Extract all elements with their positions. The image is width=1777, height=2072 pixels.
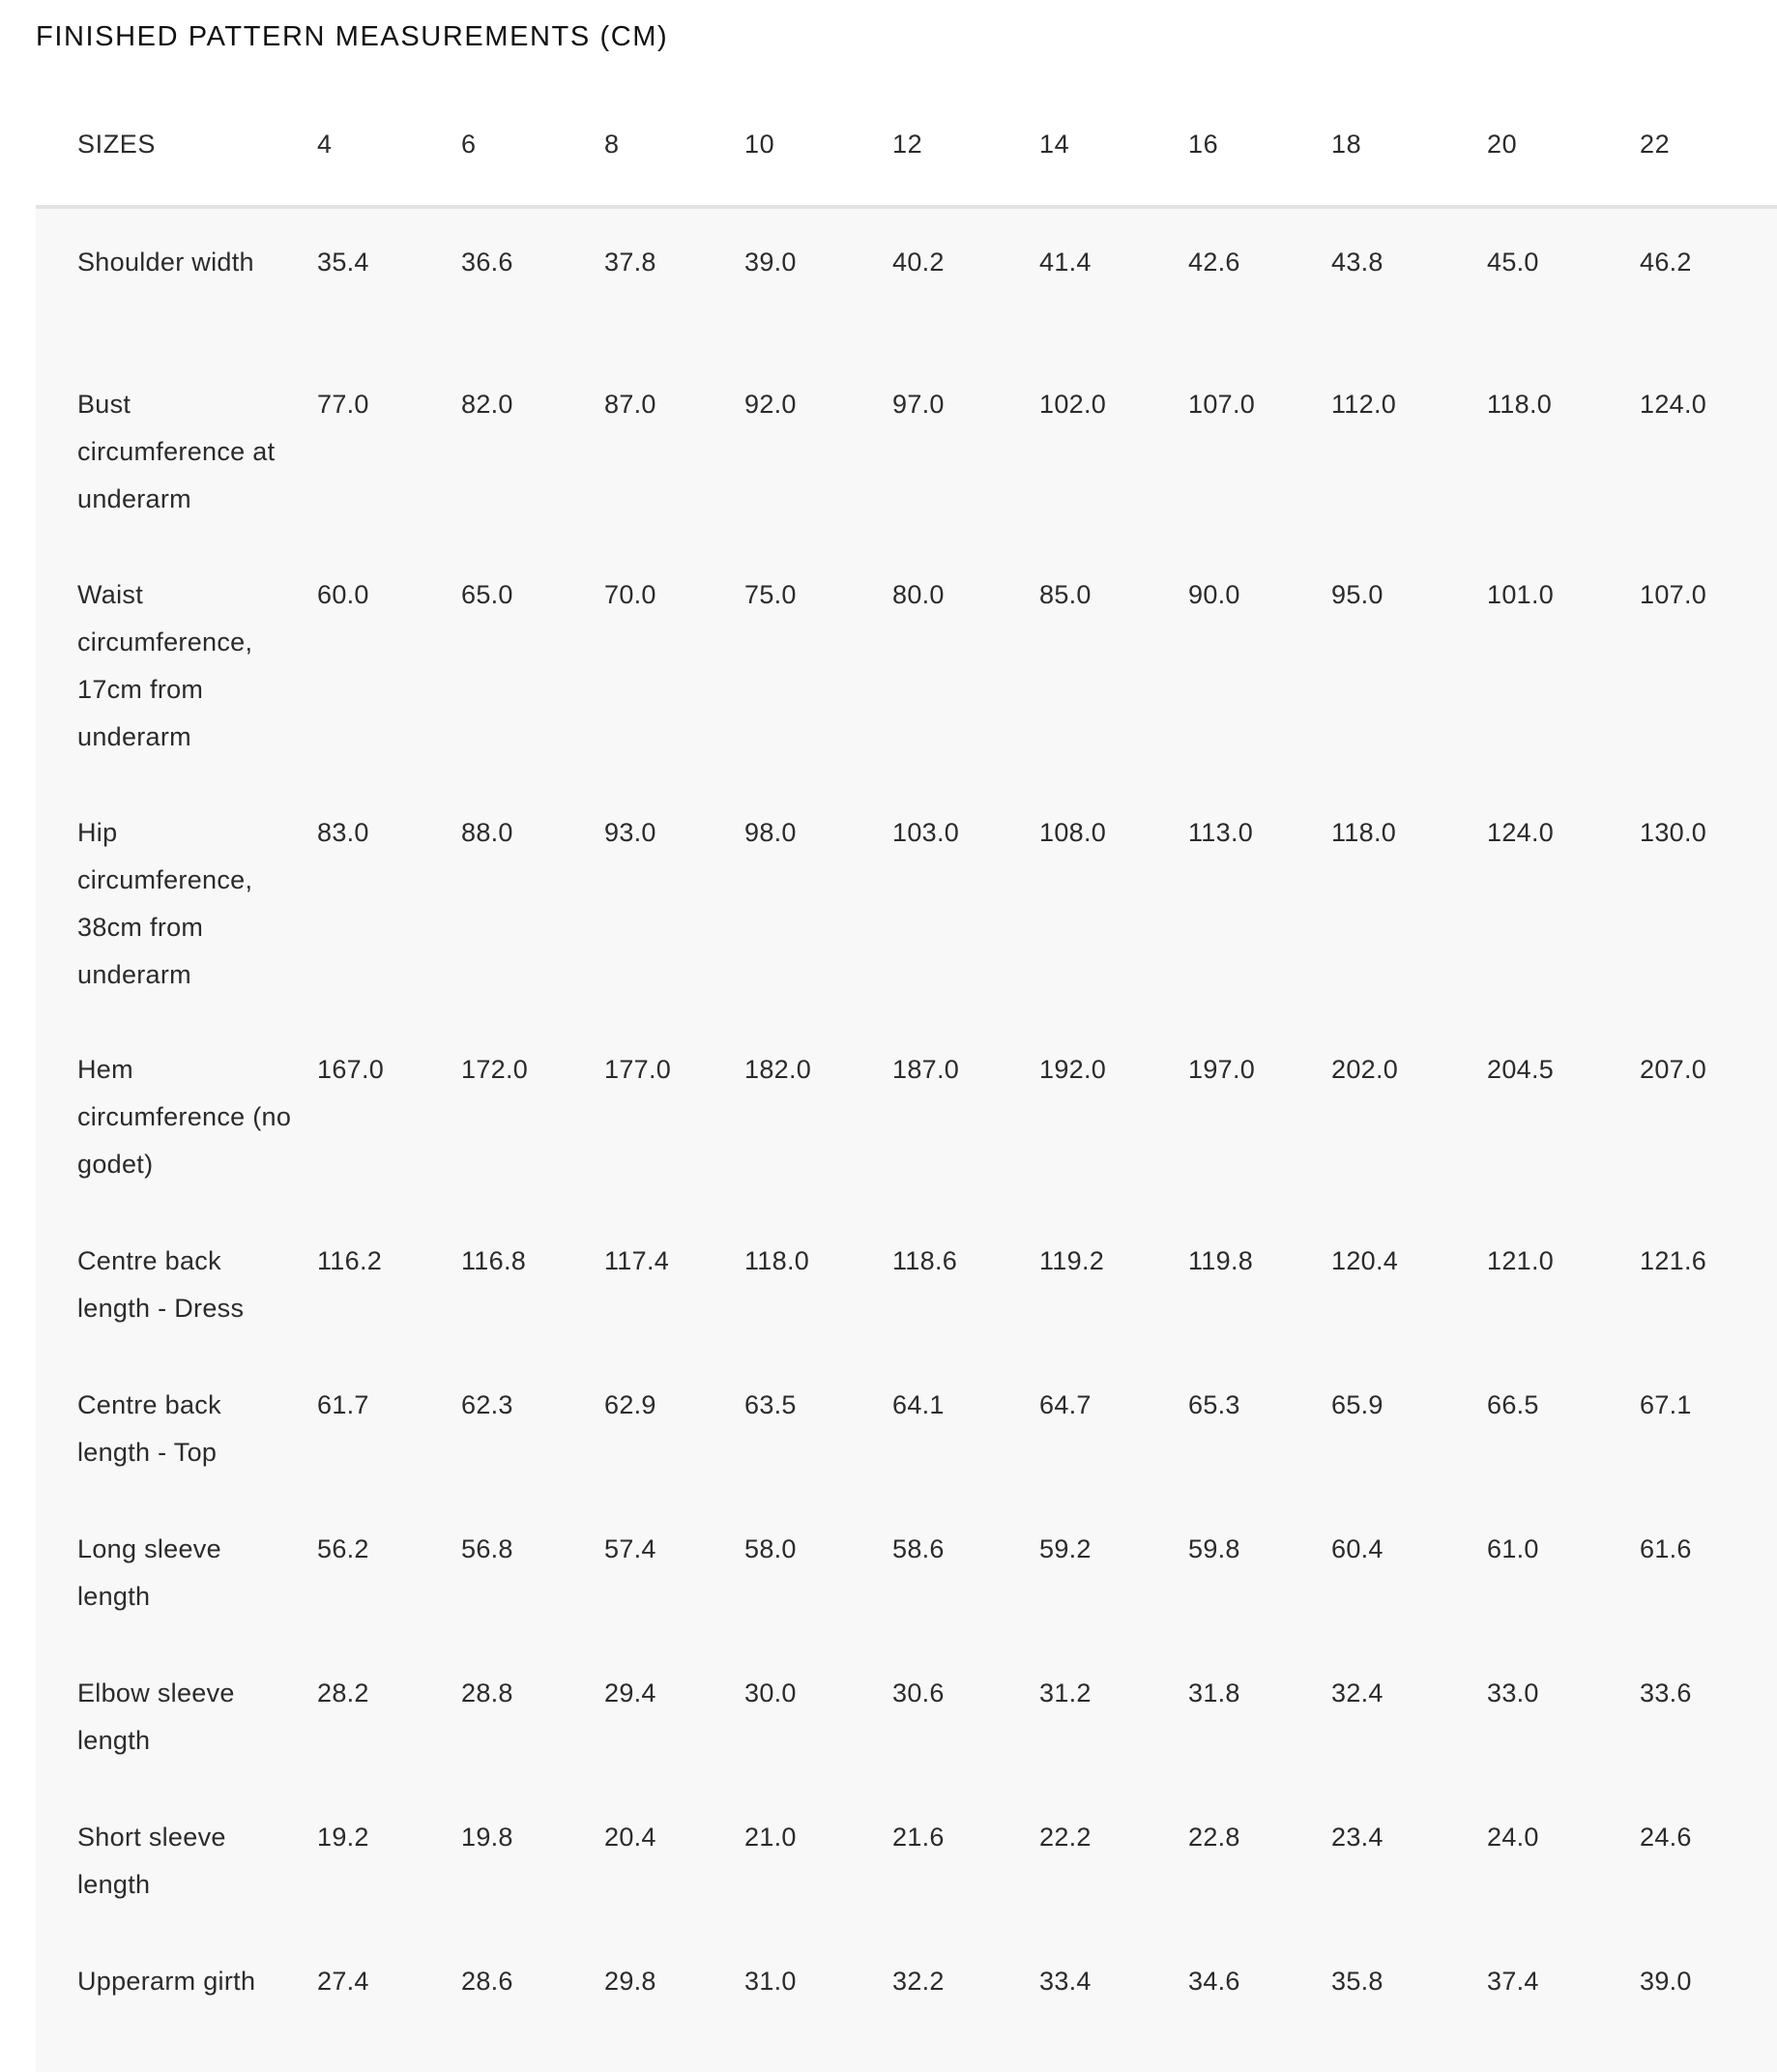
page-title: FINISHED PATTERN MEASUREMENTS (CM) [36, 21, 669, 52]
table-cell: 182.0 [744, 1055, 812, 1084]
table-cell: 30.6 [892, 1678, 945, 1707]
table-cell: 121.0 [1487, 1246, 1555, 1275]
table-cell: 121.6 [1640, 1246, 1707, 1275]
table-cell: 112.0 [1331, 390, 1397, 419]
table-cell: 19.8 [461, 1823, 513, 1852]
table-cell: 118.0 [744, 1246, 810, 1275]
table-cell: 58.6 [892, 1534, 945, 1563]
row-label: Long sleeve length [77, 1534, 221, 1611]
table-cell: 31.2 [1039, 1678, 1092, 1707]
table-cell: 107.0 [1188, 390, 1256, 419]
table-cell: 28.8 [461, 1678, 513, 1707]
table-cell: 204.5 [1487, 1055, 1555, 1084]
table-cell: 43.8 [1331, 248, 1384, 277]
table-cell: 167.0 [317, 1055, 385, 1084]
size-header: 10 [744, 130, 775, 159]
table-cell: 19.2 [317, 1823, 369, 1852]
table-cell: 192.0 [1039, 1055, 1107, 1084]
size-header: 6 [461, 130, 477, 159]
table-cell: 67.1 [1640, 1390, 1692, 1419]
table-cell: 63.5 [744, 1390, 797, 1419]
table-cell: 24.6 [1640, 1823, 1692, 1852]
table-cell: 82.0 [461, 390, 513, 419]
table-cell: 88.0 [461, 818, 513, 847]
size-header: 16 [1188, 130, 1219, 159]
table-cell: 32.2 [892, 1967, 945, 1996]
table-cell: 187.0 [892, 1055, 960, 1084]
table-cell: 42.6 [1188, 248, 1240, 277]
table-cell: 29.4 [604, 1678, 656, 1707]
table-cell: 93.0 [604, 818, 656, 847]
row-label: Hip circumference, 38cm from underarm [77, 818, 253, 989]
header-label: SIZES [77, 130, 157, 159]
size-header: 22 [1640, 130, 1671, 159]
size-header: 8 [604, 130, 620, 159]
size-header: 4 [317, 130, 333, 159]
table-cell: 116.8 [461, 1246, 527, 1275]
table-cell: 31.0 [744, 1967, 797, 1996]
table-cell: 64.7 [1039, 1390, 1092, 1419]
table-cell: 28.6 [461, 1967, 513, 1996]
table-cell: 103.0 [892, 818, 960, 847]
table-cell: 21.6 [892, 1823, 945, 1852]
table-row [36, 1640, 1777, 1784]
table-cell: 32.4 [1331, 1678, 1384, 1707]
table-row [36, 351, 1777, 541]
table-cell: 197.0 [1188, 1055, 1256, 1084]
table-cell: 40.2 [892, 248, 945, 277]
row-label: Short sleeve length [77, 1823, 226, 1899]
row-label: Upperarm girth [77, 1967, 256, 1996]
size-header: 18 [1331, 130, 1362, 159]
table-cell: 207.0 [1640, 1055, 1707, 1084]
table-cell: 39.0 [1640, 1967, 1692, 1996]
table-cell: 33.0 [1487, 1678, 1539, 1707]
table-cell: 65.0 [461, 580, 513, 609]
table-row [36, 1352, 1777, 1496]
measurements-table [36, 81, 1777, 2072]
table-cell: 61.7 [317, 1390, 369, 1419]
table-cell: 97.0 [892, 390, 945, 419]
table-cell: 87.0 [604, 390, 656, 419]
table-cell: 59.8 [1188, 1534, 1240, 1563]
row-label: Waist circumference, 17cm from underarm [77, 580, 253, 751]
table-cell: 202.0 [1331, 1055, 1399, 1084]
table-cell: 58.0 [744, 1534, 797, 1563]
table-cell: 107.0 [1640, 580, 1707, 609]
table-cell: 118.0 [1487, 390, 1553, 419]
table-cell: 28.2 [317, 1678, 369, 1707]
table-cell: 29.8 [604, 1967, 656, 1996]
table-cell: 130.0 [1640, 818, 1707, 847]
table-cell: 21.0 [744, 1823, 797, 1852]
table-cell: 33.4 [1039, 1967, 1092, 1996]
table-cell: 27.4 [317, 1967, 369, 1996]
table-cell: 23.4 [1331, 1823, 1384, 1852]
table-cell: 101.0 [1487, 580, 1555, 609]
size-header: 20 [1487, 130, 1518, 159]
table-cell: 22.8 [1188, 1823, 1240, 1852]
table-cell: 66.5 [1487, 1390, 1539, 1419]
table-cell: 120.4 [1331, 1246, 1399, 1275]
table-cell: 37.4 [1487, 1967, 1539, 1996]
table-cell: 113.0 [1188, 818, 1254, 847]
table-cell: 37.8 [604, 248, 656, 277]
table-cell: 117.4 [604, 1246, 670, 1275]
table-cell: 172.0 [461, 1055, 529, 1084]
row-label: Shoulder width [77, 248, 254, 277]
table-cell: 24.0 [1487, 1823, 1539, 1852]
table-cell: 90.0 [1188, 580, 1240, 609]
table-cell: 36.6 [461, 248, 513, 277]
table-cell: 102.0 [1039, 390, 1107, 419]
table-cell: 61.0 [1487, 1534, 1539, 1563]
table-cell: 62.9 [604, 1390, 656, 1419]
table-cell: 124.0 [1640, 390, 1707, 419]
table-cell: 35.8 [1331, 1967, 1384, 1996]
table-cell: 108.0 [1039, 818, 1107, 847]
table-cell: 41.4 [1039, 248, 1092, 277]
table-cell: 92.0 [744, 390, 797, 419]
table-cell: 33.6 [1640, 1678, 1692, 1707]
table-row [36, 541, 1777, 779]
table-cell: 39.0 [744, 248, 797, 277]
table-cell: 85.0 [1039, 580, 1092, 609]
table-row [36, 1928, 1777, 2072]
table-cell: 35.4 [317, 248, 369, 277]
table-cell: 70.0 [604, 580, 656, 609]
table-cell: 80.0 [892, 580, 945, 609]
table-row [36, 1496, 1777, 1640]
table-cell: 177.0 [604, 1055, 672, 1084]
table-row [36, 1784, 1777, 1928]
table-cell: 95.0 [1331, 580, 1384, 609]
table-cell: 65.9 [1331, 1390, 1384, 1419]
table-cell: 61.6 [1640, 1534, 1692, 1563]
size-header: 12 [892, 130, 923, 159]
table-cell: 30.0 [744, 1678, 797, 1707]
table-cell: 118.6 [892, 1246, 958, 1275]
table-cell: 45.0 [1487, 248, 1539, 277]
table-cell: 116.2 [317, 1246, 383, 1275]
row-label: Centre back length - Top [77, 1390, 221, 1467]
row-label: Centre back length - Dress [77, 1246, 245, 1323]
table-cell: 22.2 [1039, 1823, 1092, 1852]
table-cell: 59.2 [1039, 1534, 1092, 1563]
table-row [36, 207, 1777, 351]
table-cell: 60.0 [317, 580, 369, 609]
table-cell: 56.8 [461, 1534, 513, 1563]
table-cell: 119.2 [1039, 1246, 1105, 1275]
table-cell: 75.0 [744, 580, 797, 609]
table-cell: 56.2 [317, 1534, 369, 1563]
table-cell: 118.0 [1331, 818, 1397, 847]
table-cell: 46.2 [1640, 248, 1692, 277]
size-header: 14 [1039, 130, 1070, 159]
table-cell: 119.8 [1188, 1246, 1254, 1275]
table-cell: 57.4 [604, 1534, 656, 1563]
table-cell: 98.0 [744, 818, 797, 847]
row-label: Bust circumference at underarm [77, 390, 276, 513]
table-cell: 124.0 [1487, 818, 1555, 847]
table-row [36, 1208, 1777, 1352]
table-header-row [36, 81, 1777, 207]
row-label: Hem circumference (no godet) [77, 1055, 292, 1179]
table-cell: 83.0 [317, 818, 369, 847]
table-cell: 20.4 [604, 1823, 656, 1852]
table-row [36, 1016, 1777, 1208]
table-row [36, 779, 1777, 1016]
table-cell: 34.6 [1188, 1967, 1240, 1996]
table-cell: 31.8 [1188, 1678, 1240, 1707]
table-cell: 65.3 [1188, 1390, 1240, 1419]
table-cell: 64.1 [892, 1390, 945, 1419]
row-label: Elbow sleeve length [77, 1678, 235, 1755]
table-cell: 62.3 [461, 1390, 513, 1419]
table-cell: 77.0 [317, 390, 369, 419]
table-cell: 60.4 [1331, 1534, 1384, 1563]
